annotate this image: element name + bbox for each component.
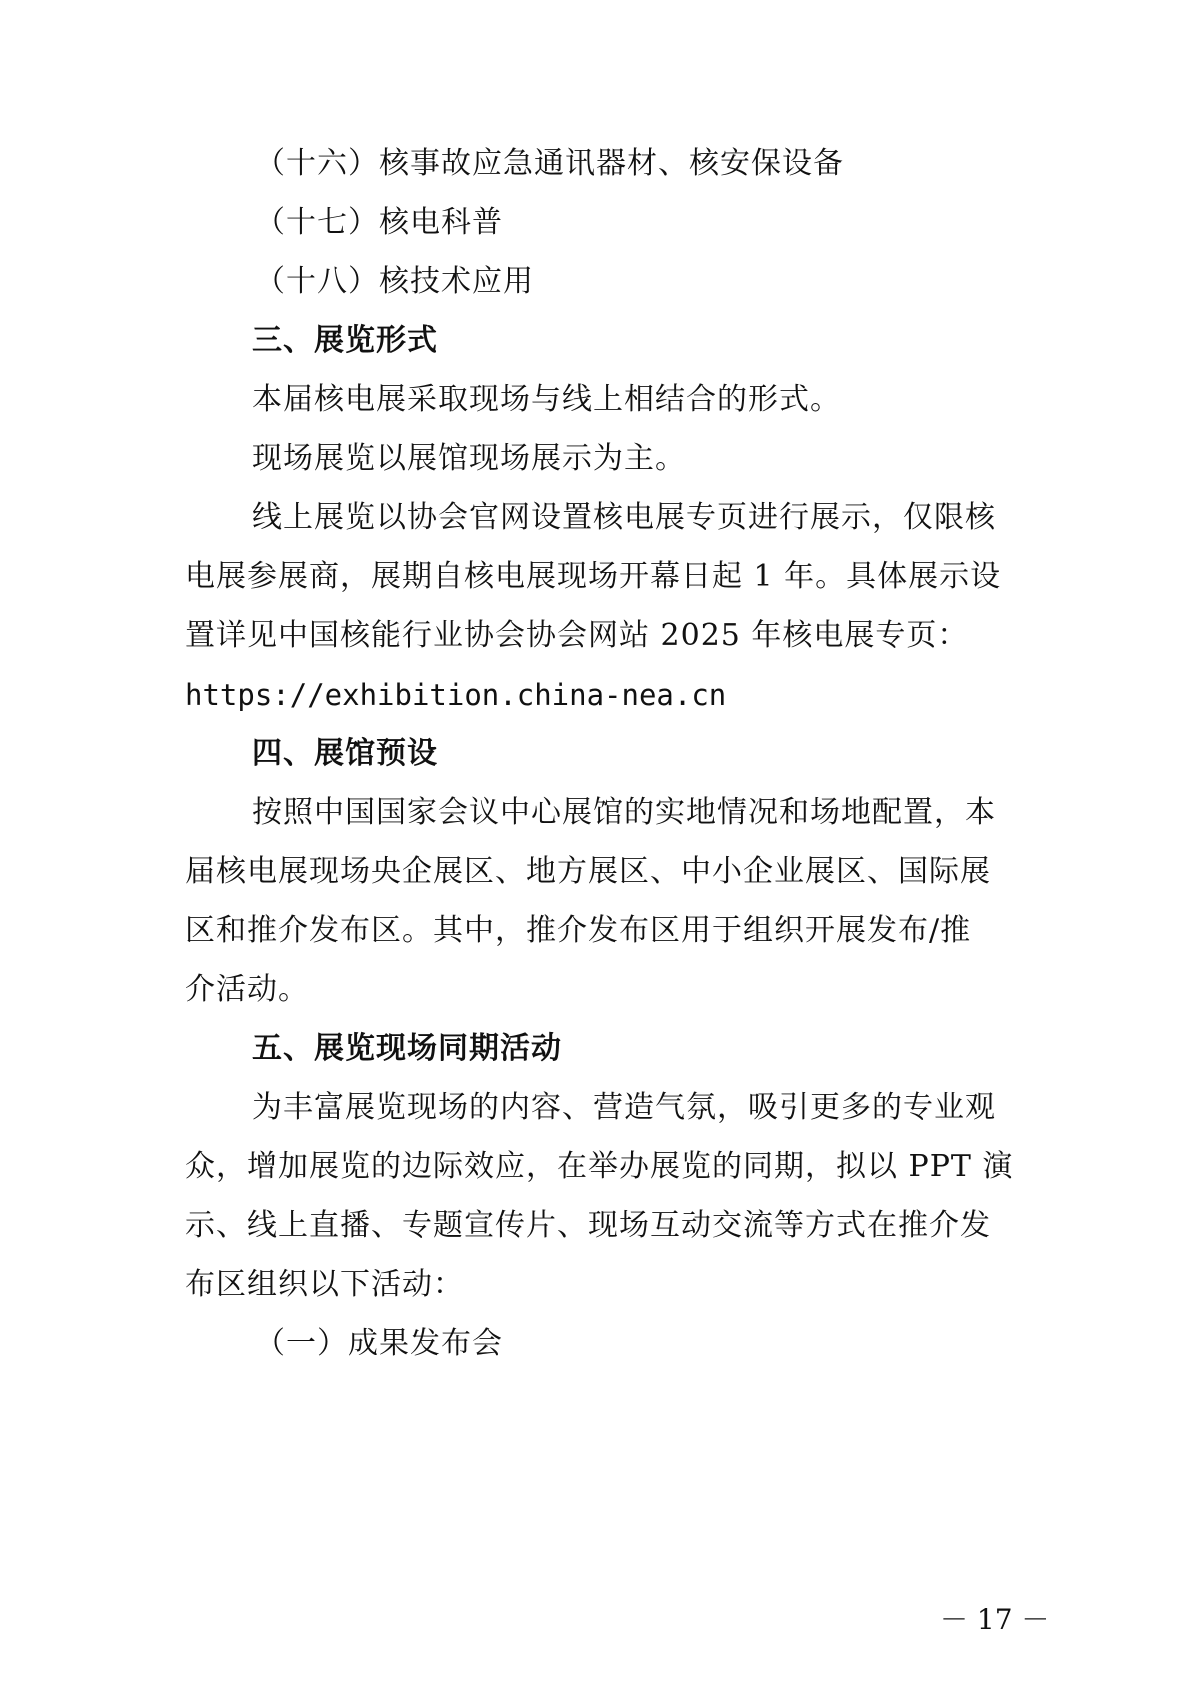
paragraph-line: 线上展览以协会官网设置核电展专页进行展示，仅限核 bbox=[252, 500, 996, 535]
paragraph-line: 现场展览以展馆现场展示为主。 bbox=[252, 441, 686, 476]
paragraph-line: 本届核电展采取现场与线上相结合的形式。 bbox=[252, 382, 841, 417]
paragraph-line: 示、线上直播、专题宣传片、现场互动交流等方式在推介发 bbox=[185, 1208, 991, 1243]
page-number: － 17 － bbox=[940, 1603, 1050, 1636]
list-item-17: （十七）核电科普 bbox=[255, 205, 503, 240]
paragraph-line: 置详见中国核能行业协会协会网站 2025 年核电展专页： bbox=[185, 618, 969, 653]
list-item-1: （一）成果发布会 bbox=[255, 1326, 503, 1361]
section-heading-exhibition-format: 三、展览形式 bbox=[252, 323, 438, 358]
paragraph-line: 电展参展商，展期自核电展现场开幕日起 1 年。具体展示设 bbox=[185, 559, 1002, 594]
paragraph-line: 届核电展现场央企展区、地方展区、中小企业展区、国际展 bbox=[185, 854, 991, 889]
paragraph-line: 介活动。 bbox=[185, 972, 309, 1007]
paragraph-line: 布区组织以下活动： bbox=[185, 1267, 464, 1302]
list-item-16: （十六）核事故应急通讯器材、核安保设备 bbox=[255, 146, 844, 181]
paragraph-line: 众，增加展览的边际效应，在举办展览的同期，拟以 PPT 演 bbox=[185, 1149, 1014, 1184]
section-heading-venue-presets: 四、展馆预设 bbox=[252, 736, 438, 771]
paragraph-line: 区和推介发布区。其中，推介发布区用于组织开展发布/推 bbox=[185, 913, 972, 948]
section-heading-concurrent-activities: 五、展览现场同期活动 bbox=[252, 1031, 562, 1066]
paragraph-line: 按照中国国家会议中心展馆的实地情况和场地配置，本 bbox=[252, 795, 996, 830]
list-item-18: （十八）核技术应用 bbox=[255, 264, 534, 299]
exhibition-url-link[interactable]: https://exhibition.china-nea.cn bbox=[185, 678, 727, 712]
paragraph-line: 为丰富展览现场的内容、营造气氛，吸引更多的专业观 bbox=[252, 1090, 996, 1125]
